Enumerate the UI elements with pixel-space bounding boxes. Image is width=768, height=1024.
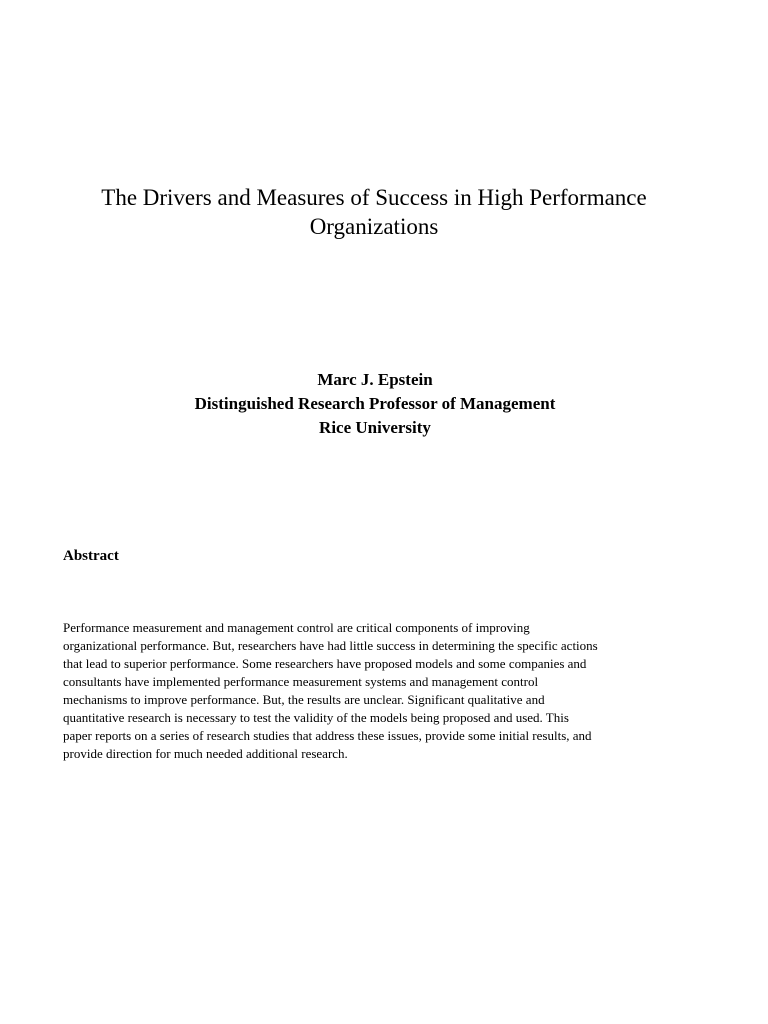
author-position: Distinguished Research Professor of Management <box>194 394 556 413</box>
title-line: Organizations <box>309 214 439 239</box>
title-line: The Drivers and Measures of Success in High Performance <box>101 185 647 210</box>
abstract-heading: Abstract <box>63 548 119 564</box>
abstract-line: paper reports on a series of research studies that address these issues, provide some initial results, and <box>63 728 592 743</box>
author-institution: Rice University <box>319 418 431 437</box>
abstract-line: provide direction for much needed additional research. <box>63 746 348 761</box>
abstract-body <box>63 619 723 763</box>
abstract-line: consultants have implemented performance measurement systems and management control <box>63 674 539 689</box>
abstract-line: organizational performance. But, researchers have had little success in determining the specific actions <box>63 638 598 653</box>
abstract-line: that lead to superior performance. Some researchers have proposed models and some companies and <box>63 656 587 671</box>
abstract-line: mechanisms to improve performance. But, the results are unclear. Significant qualitative and <box>63 692 545 707</box>
author-name: Marc J. Epstein <box>317 370 433 389</box>
abstract-line: quantitative research is necessary to test the validity of the models being proposed and used. This <box>63 710 569 725</box>
document-title <box>40 183 708 241</box>
abstract-line: Performance measurement and management control are critical components of improving <box>63 620 530 635</box>
author-block <box>0 368 750 440</box>
